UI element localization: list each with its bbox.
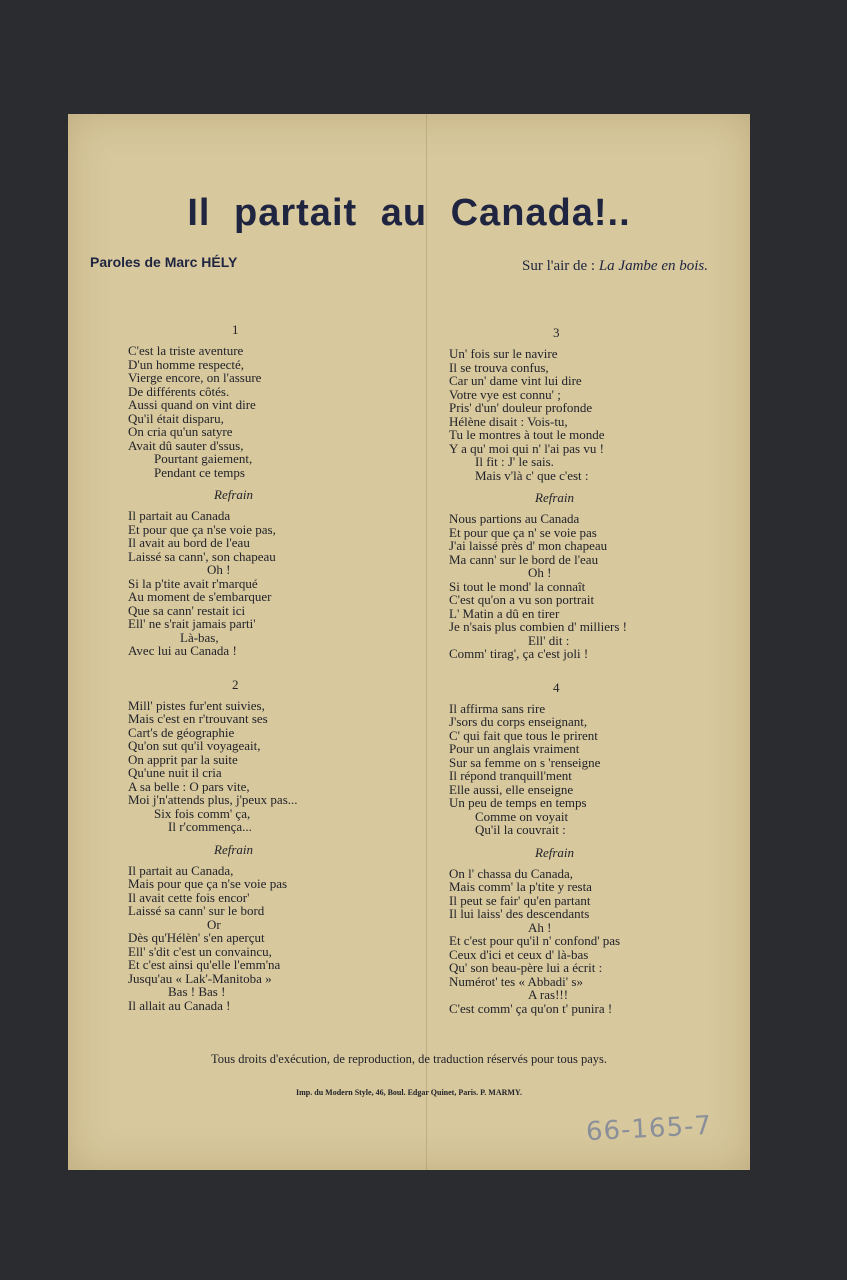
lyric-line: Car un' dame vint lui dire [449,373,582,388]
lyric-line: Qu'il était disparu, [128,410,224,426]
verse-1 [128,344,418,479]
verse-number: 1 [232,322,239,337]
lyric-line: Six fois comm' ça, [154,805,251,821]
lyric-line: Et pour que ça n' se voie pas [449,524,597,540]
lyric-line: A ras!!! [528,987,569,1002]
lyric-line: Tu le montres à tout le monde [449,427,605,442]
lyric-line: Il avait cette fois encor' [128,889,250,905]
lyric-line: Numérot' tes « Abbadi' s» [449,973,583,989]
lyric-line: Il peut se fair' qu'en partant [449,892,591,908]
lyric-line: Il allait au Canada ! [128,997,231,1013]
lyric-line: Il fit : J' le sais. [475,454,554,469]
refrain-1 [128,509,418,658]
verse-3 [449,347,739,482]
lyric-line: Pour un anglais vraiment [449,741,580,756]
lyric-line: Si la p'tite avait r'marqué [128,575,258,591]
lyric-line: C'est qu'on a vu son portrait [449,592,595,607]
lyric-line: Il répond tranquill'ment [449,768,572,783]
lyric-line: Que sa cann' restait ici [128,602,246,618]
lyric-line: Comm' tirag', ça c'est joli ! [449,646,589,661]
lyric-line: Laissé sa cann' sur le bord [128,903,265,918]
lyric-line: Mill' pistes fur'ent suivies, [128,697,265,713]
refrain-label: Refrain [535,490,574,505]
lyric-line: Avait dû sauter d'ssus, [128,437,244,453]
lyric-line: Qu'il la couvrait : [475,822,566,837]
verse-number: 2 [232,676,239,692]
lyric-line: Qu'on sut qu'il voyageait, [128,738,261,753]
lyric-line: Mais v'là c' que c'est : [475,467,589,483]
lyric-line: Ceux d'ici et ceux d' là-bas [449,946,589,962]
lyric-line: Jusqu'au « Lak'-Manitoba » [128,970,272,986]
lyric-line: Mais pour que ça n'se voie pas [128,876,288,891]
fold-crease [426,114,427,1170]
tune-song-title: La Jambe en bois. [598,258,708,274]
refrain-4 [449,867,739,1016]
lyric-line: Votre vye est connu' ; [449,386,561,402]
lyric-line: D'un homme respecté, [128,356,245,372]
verse-4 [449,702,739,837]
right-column [449,326,739,1015]
lyric-line: Mais c'est en r'trouvant ses [128,711,268,726]
lyric-line: Dès qu'Hélèn' s'en aperçut [128,930,265,945]
lyric-line: Or [207,916,221,932]
lyric-line: Bas ! Bas ! [168,984,226,999]
lyric-line: Aussi quand on vint dire [128,397,256,412]
archive-shelfmark: 66-165-7 [585,1110,713,1148]
lyric-line: Qu'une nuit il cria [128,765,222,780]
lyric-line: Y a qu' moi qui n' l'ai pas vu ! [449,440,604,456]
lyric-line: Qu' son beau-père lui a écrit : [449,960,603,975]
lyric-line: Sur sa femme on s 'renseigne [449,754,601,770]
lyric-line: Oh ! [207,562,231,577]
lyric-line: Avec lui au Canada ! [128,643,237,658]
verse-number: 4 [553,679,560,695]
lyric-line: Pris' d'un' douleur profonde [449,400,593,415]
lyric-line: C'est la triste aventure [128,343,244,358]
lyric-line: Un peu de temps en temps [449,795,587,810]
lyric-line: Nous partions au Canada [449,511,580,526]
lyric-line: A sa belle : O pars vite, [128,778,250,794]
refrain-3 [449,512,739,661]
lyric-line: J'ai laissé près d' mon chapeau [449,538,608,553]
lyric-line: Il avait au bord de l'eau [128,535,250,550]
lyric-line: Au moment de s'embarquer [128,589,272,604]
lyric-line: De différents côtés. [128,383,230,399]
tune-prefix: Sur l'air de : [521,258,599,274]
lyric-line: Ell' ne s'rait jamais parti' [128,616,256,631]
left-column [128,323,418,1012]
verse-2 [128,699,418,834]
lyric-line: Comme on voyait [475,808,569,824]
lyric-line: Pendant ce temps [154,464,245,480]
lyric-line: Là-bas, [180,629,219,645]
lyric-line: Il se trouva confus, [449,359,549,375]
lyric-line: Et pour que ça n'se voie pas, [128,521,276,537]
lyric-line: Il r'commença... [168,819,252,834]
lyric-line: Hélène disait : Vois-tu, [449,413,568,429]
tune-credit [522,258,708,275]
lyric-line: Vierge encore, on l'assure [128,370,262,385]
lyric-line: Pourtant gaiement, [154,451,253,466]
lyric-line: Si tout le mond' la connaît [449,578,586,594]
song-sheet [68,114,750,1170]
lyric-line: On cria qu'un satyre [128,424,233,439]
lyric-line: Et c'est ainsi qu'elle l'emm'na [128,957,281,972]
lyric-line: Moi j'n'attends plus, j'peux pas... [128,792,298,807]
lyric-line: Il lui laiss' des descendants [449,906,590,921]
lyric-line: Il partait au Canada [128,508,231,523]
lyric-line: Mais comm' la p'tite y resta [449,879,592,894]
lyric-line: J'sors du corps enseignant, [449,714,588,729]
lyric-line: C' qui fait que tous le prirent [449,727,598,743]
refrain-label: Refrain [214,487,253,502]
lyric-line: Oh ! [528,565,552,580]
song-title: Il partait au Canada!.. [187,192,631,234]
lyricist-credit: Paroles de Marc HÉLY [90,254,238,270]
lyric-line: On l' chassa du Canada, [449,865,574,881]
lyric-line: Cart's de géographie [128,724,235,740]
refrain-label: Refrain [535,844,574,860]
rights-notice: Tous droits d'exécution, de reproduction, de traduction réservés pour tous pays. [210,1052,608,1066]
lyric-line: Il partait au Canada, [128,862,234,878]
lyric-line: Ma cann' sur le bord de l'eau [449,551,599,567]
lyric-line: On apprit par la suite [128,751,238,767]
lyric-line: Ah ! [528,919,552,935]
printer-imprint: Imp. du Modern Style, 46, Boul. Edgar Quinet, Paris. P. MARMY. [296,1088,522,1097]
lyric-line: Il affirma sans rire [449,700,546,716]
verse-number: 3 [553,325,560,340]
lyric-line: Ell' dit : [528,632,570,648]
lyric-line: C'est comm' ça qu'on t' punira ! [449,1000,613,1016]
lyric-line: Ell' s'dit c'est un convaincu, [128,943,272,959]
refrain-label: Refrain [214,841,253,857]
lyric-line: Laissé sa cann', son chapeau [128,548,276,564]
lyric-line: Elle aussi, elle enseigne [449,781,574,797]
lyric-line: L' Matin a dû en tirer [449,605,560,621]
lyric-line: Et c'est pour qu'il n' confond' pas [449,933,621,948]
lyric-line: Je n'sais plus combien d' milliers ! [449,619,627,634]
refrain-2 [128,864,418,1013]
lyric-line: Un' fois sur le navire [449,346,558,361]
